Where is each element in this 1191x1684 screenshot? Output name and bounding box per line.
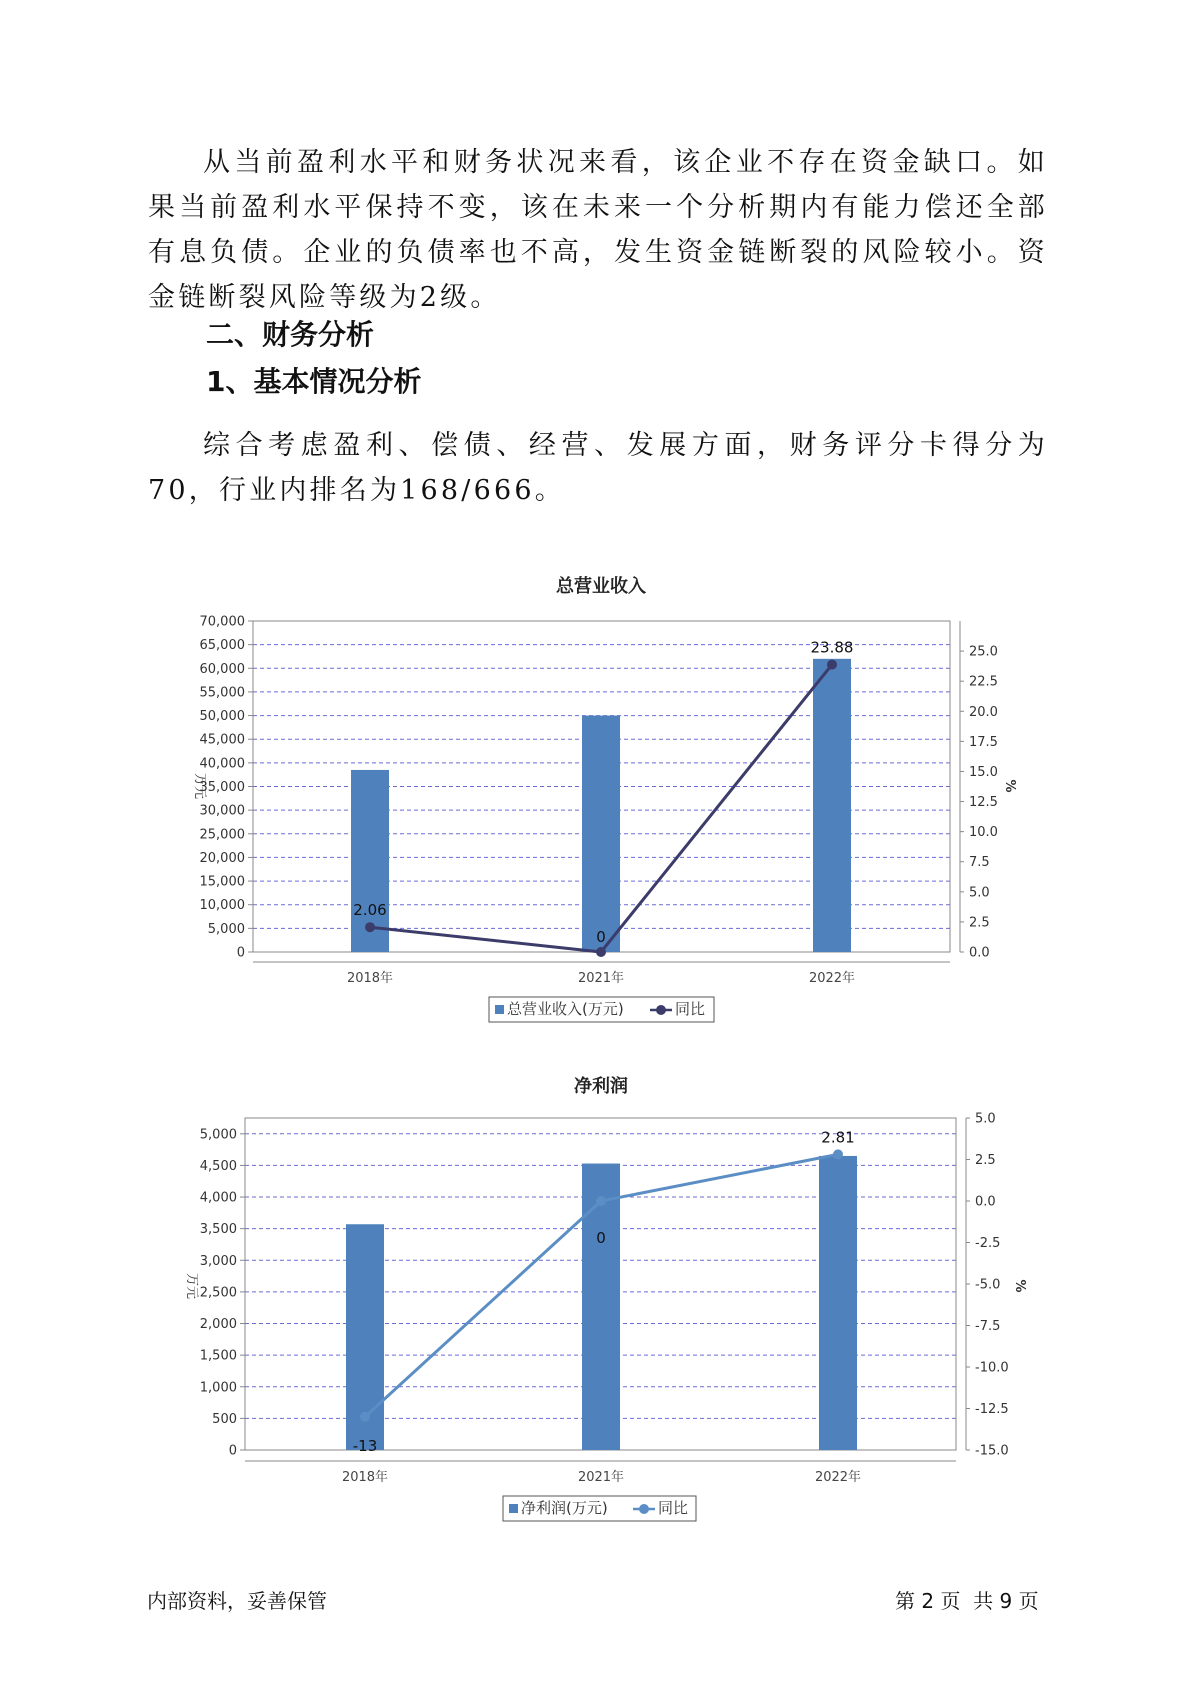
legend-line-label: 同比 [675, 1000, 706, 1018]
y2-tick-label: -12.5 [975, 1402, 1009, 1417]
y-tick-label: 5,000 [199, 1127, 237, 1143]
y-tick-label: 1,000 [199, 1380, 237, 1396]
y2-tick-label: 2.5 [975, 1153, 996, 1168]
y2-tick-label: 15.0 [969, 764, 998, 780]
y-tick-label: 1,500 [199, 1348, 237, 1364]
x-tick-label: 2021年 [577, 1470, 625, 1485]
y2-tick-label: 22.5 [969, 674, 998, 690]
y-tick-label: 55,000 [199, 685, 245, 701]
data-label: 0 [596, 928, 606, 946]
y2-axis-ticks [966, 1112, 1009, 1459]
y2-tick-label: -2.5 [975, 1236, 1001, 1251]
line-point [596, 1196, 606, 1206]
y2-tick-label: 17.5 [969, 734, 998, 750]
y2-tick-label: -5.0 [975, 1277, 1001, 1293]
footer-confidential: 内部资料，妥善保管 [147, 1589, 327, 1613]
legend-bar-label: 净利润(万元) [521, 1499, 608, 1517]
y-tick-label: 45,000 [199, 732, 245, 748]
y-axis-label: 万元 [184, 1272, 199, 1300]
y2-axis-label: % [1012, 1279, 1027, 1293]
x-tick-label: 2018年 [346, 971, 394, 986]
chart-title: 净利润 [574, 1076, 628, 1097]
data-label: 0 [596, 1229, 606, 1247]
y-tick-label: 10,000 [199, 898, 245, 914]
y-tick-label: 30,000 [199, 803, 245, 819]
y-tick-label: 50,000 [199, 709, 245, 725]
y-tick-label: 60,000 [199, 661, 245, 677]
y2-tick-label: 10.0 [969, 825, 998, 841]
y-tick-label: 2,000 [199, 1317, 237, 1333]
data-label: 2.81 [821, 1128, 855, 1147]
y-tick-label: 25,000 [199, 827, 245, 843]
line-point [833, 1149, 843, 1159]
y-tick-label: 0 [236, 945, 245, 961]
y-tick-label: 3,500 [199, 1222, 237, 1238]
legend-bar-label: 总营业收入(万元) [507, 1000, 624, 1018]
y2-tick-label: 12.5 [969, 795, 998, 811]
y2-tick-label: -10.0 [975, 1360, 1009, 1376]
bar [582, 1164, 620, 1450]
y-tick-label: 5,000 [207, 921, 245, 937]
y2-tick-label: 5.0 [969, 885, 990, 901]
y-tick-label: 40,000 [199, 756, 245, 772]
y2-tick-label: 5.0 [975, 1111, 996, 1127]
y2-tick-label: -15.0 [975, 1443, 1009, 1459]
legend-line-marker [639, 1504, 649, 1514]
section-heading-financial-analysis: 二、财务分析 [206, 318, 375, 351]
y2-tick-label: 7.5 [969, 855, 990, 871]
line-point [360, 1412, 370, 1422]
y-tick-label: 15,000 [199, 874, 245, 890]
y-tick-label: 3,000 [199, 1253, 237, 1269]
x-tick-label: 2021年 [577, 971, 625, 986]
data-label: 2.06 [353, 901, 387, 920]
subsection-heading-basic-analysis: 1、基本情况分析 [206, 365, 422, 398]
y-tick-label: 70,000 [199, 614, 245, 630]
y2-tick-label: 20.0 [969, 704, 998, 720]
y-tick-label: 2,500 [199, 1285, 237, 1301]
y-tick-label: 0 [228, 1443, 237, 1459]
x-tick-label: 2018年 [341, 1470, 389, 1485]
y-tick-label: 65,000 [199, 638, 245, 654]
chart-title: 总营业收入 [556, 576, 646, 597]
x-tick-label: 2022年 [814, 1470, 862, 1485]
x-tick-label: 2022年 [808, 971, 856, 986]
paragraph-scorecard: 综合考虑盈利、偿债、经营、发展方面，财务评分卡得分为70，行业内排名为168/666。 [148, 430, 1048, 506]
y-tick-label: 500 [212, 1411, 237, 1427]
y-tick-label: 4,000 [199, 1190, 237, 1206]
y2-tick-label: -7.5 [975, 1319, 1001, 1334]
legend-bar-swatch [509, 1504, 518, 1513]
legend [503, 1496, 696, 1521]
x-axis-ticks [342, 1469, 861, 1485]
y2-tick-label: 2.5 [969, 915, 990, 931]
legend-line-label: 同比 [658, 1499, 689, 1517]
y-tick-label: 20,000 [199, 850, 245, 866]
y-axis-label: 万元 [192, 772, 207, 800]
data-label: 23.88 [810, 638, 854, 657]
y-tick-label: 4,500 [199, 1158, 237, 1174]
y-axis-ticks [200, 1127, 245, 1458]
y-tick-label: 35,000 [199, 780, 245, 795]
paragraph-funding-risk: 从当前盈利水平和财务状况来看，该企业不存在资金缺口。如果当前盈利水平保持不变，该在未来一个分析期内有能力偿还全部有息负债。企业的负债率也不高，发生资金链断裂的风险较小。资金链断裂风险等级为2级。 [148, 147, 1048, 313]
data-label: -13 [352, 1436, 378, 1455]
bar [819, 1156, 857, 1450]
footer-page-number: 第 2 页 共 9 页 [895, 1589, 1039, 1613]
y2-axis-label: % [1002, 779, 1017, 793]
y2-tick-label: 25.0 [969, 644, 998, 660]
y2-tick-label: 0.0 [975, 1194, 996, 1210]
y2-tick-label: 0.0 [969, 945, 990, 961]
